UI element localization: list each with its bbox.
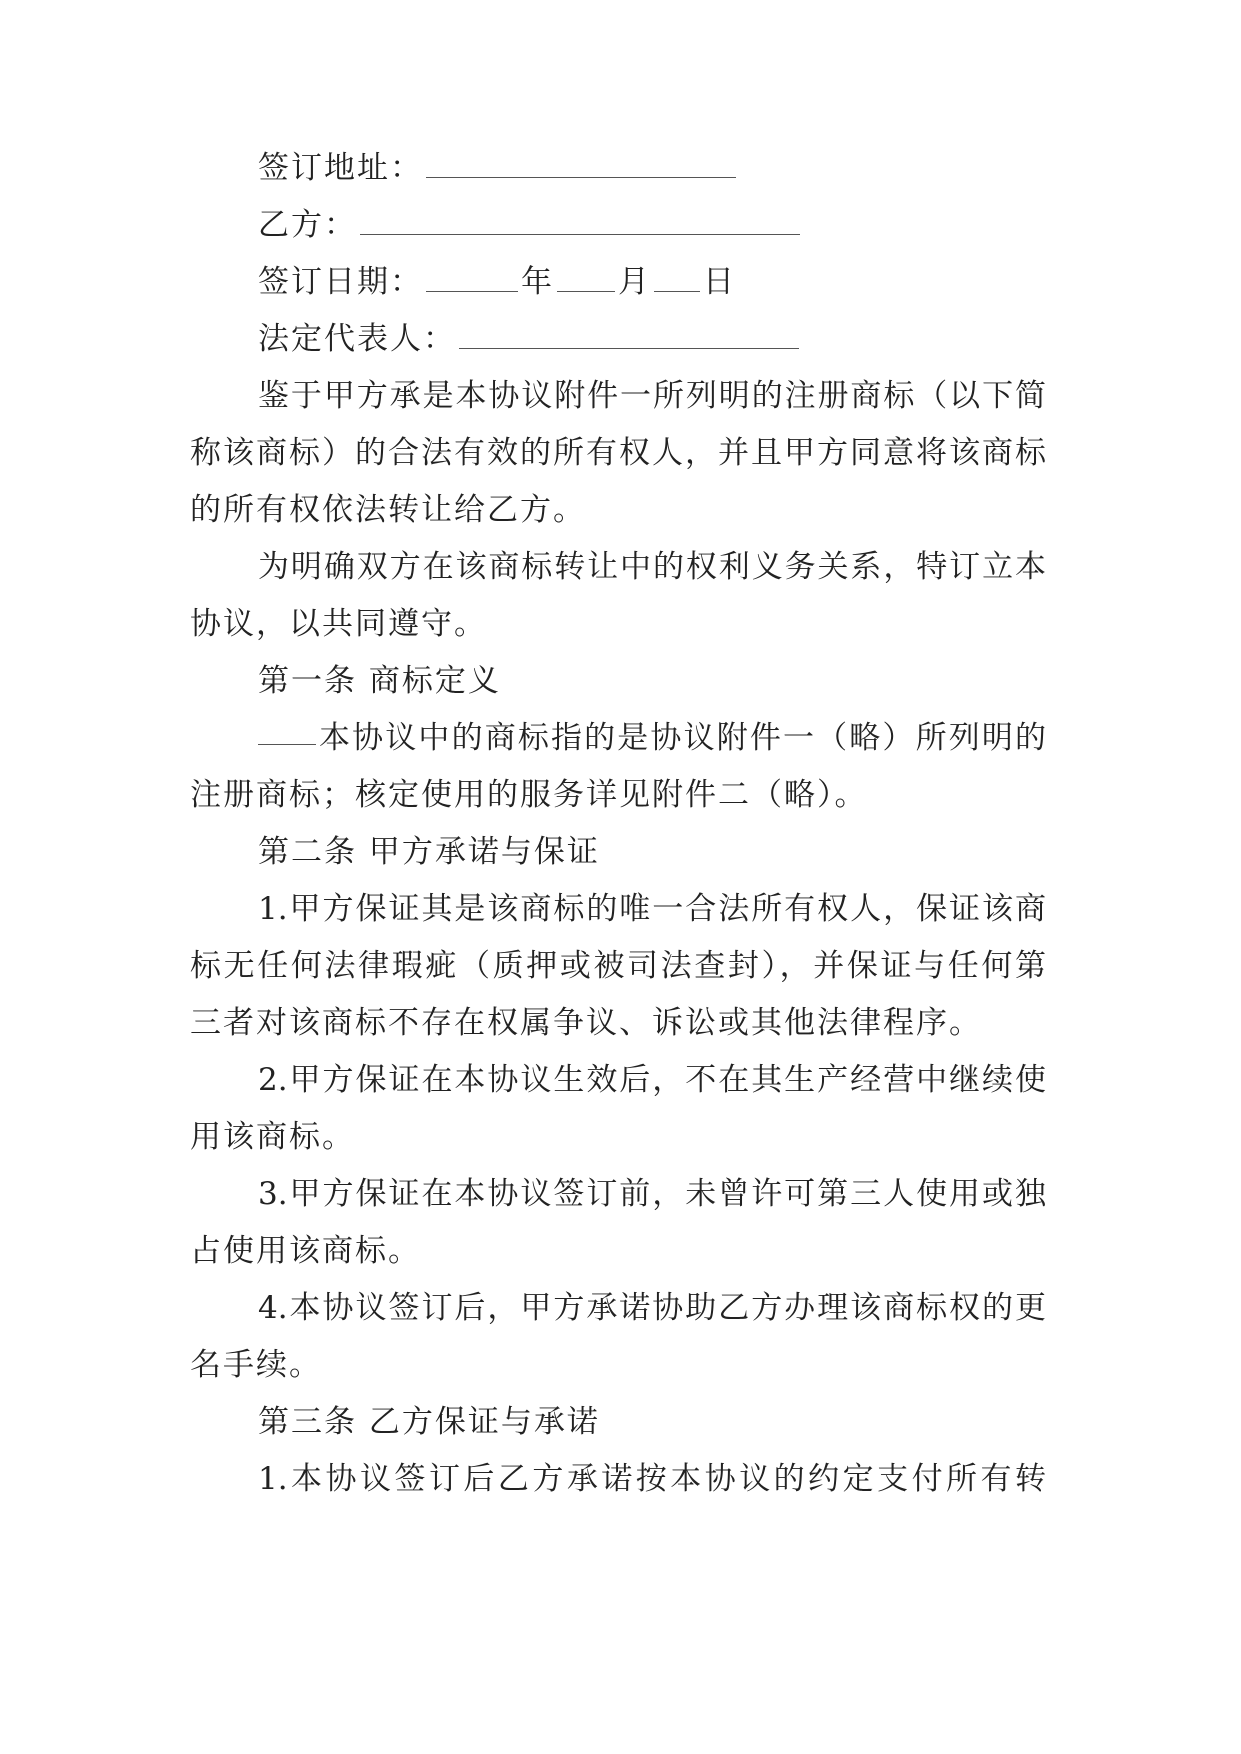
article-1-heading: 第一条 商标定义 (258, 663, 501, 699)
purpose-line-2: 协议，以共同遵守。 (190, 606, 487, 642)
article-2-item-4-text-1: 4.本协议签订后，甲方承诺协助乙方办理该商标权的更 (258, 1290, 1046, 1326)
purpose-text-1: 为明确双方在该商标转让中的权利义务关系，特订立本 (258, 549, 1046, 585)
article-2-item-1-line-1 (258, 889, 1046, 929)
recital-line-3: 的所有权依法转让给乙方。 (190, 492, 586, 528)
article-3-item-1-line-1 (258, 1459, 1046, 1499)
article-2-item-2-text-1: 2.甲方保证在本协议生效后，不在其生产经营中继续使 (258, 1062, 1046, 1098)
article-2-item-2-line-1 (258, 1060, 1046, 1100)
year-label: 年 (521, 264, 554, 300)
signing-address-field (258, 148, 739, 188)
article-2-item-3-text-1: 3.甲方保证在本协议签订前，未曾许可第三人使用或独 (258, 1176, 1046, 1212)
signing-address-label: 签订地址： (258, 150, 423, 186)
article-2-item-1-text-2: 标无任何法律瑕疵（质押或被司法查封），并保证与任何第 (190, 948, 1046, 984)
recital-text-2: 称该商标）的合法有效的所有权人，并且甲方同意将该商标 (190, 435, 1046, 471)
party-b-blank (360, 208, 800, 235)
article-1-line-1 (258, 718, 1046, 758)
article-2-item-1-text-1: 1.甲方保证其是该商标的唯一合法所有权人，保证该商 (258, 891, 1046, 927)
day-label: 日 (703, 264, 736, 300)
article-2-item-3-line-2: 占使用该商标。 (190, 1233, 421, 1269)
legal-rep-field (258, 319, 802, 359)
article-2-item-2-line-2: 用该商标。 (190, 1119, 355, 1155)
recital-line-2 (190, 433, 1046, 473)
party-b-field (258, 205, 803, 245)
article-2-item-1-line-2 (190, 946, 1046, 986)
signing-date-label: 签订日期： (258, 264, 423, 300)
legal-rep-blank (459, 322, 799, 349)
article-2-item-1-line-3: 三者对该商标不存在权属争议、诉讼或其他法律程序。 (190, 1005, 982, 1041)
recital-line-1 (258, 376, 1046, 416)
article-2-item-4-line-1 (258, 1288, 1046, 1328)
month-label: 月 (618, 264, 651, 300)
legal-rep-label: 法定代表人： (258, 321, 456, 357)
day-blank (654, 265, 700, 292)
purpose-line-1 (258, 547, 1046, 587)
signing-address-blank (426, 151, 736, 178)
article-2-item-4-line-2: 名手续。 (190, 1347, 322, 1383)
signing-date-field (258, 262, 736, 302)
article-1-text-1: 本协议中的商标指的是协议附件一（略）所列明的 (319, 720, 1046, 756)
article-1-line-2: 注册商标；核定使用的服务详见附件二（略）。 (190, 777, 868, 813)
year-blank (426, 265, 518, 292)
month-blank (557, 265, 615, 292)
article-3-item-1-text-1: 1.本协议签订后乙方承诺按本协议的约定支付所有转 (258, 1461, 1046, 1497)
recital-text-1: 鉴于甲方承是本协议附件一所列明的注册商标（以下简 (258, 378, 1046, 414)
article-1-blank (258, 718, 316, 745)
article-3-heading: 第三条 乙方保证与承诺 (258, 1404, 600, 1440)
article-2-item-3-line-1 (258, 1174, 1046, 1214)
party-b-label: 乙方： (258, 207, 357, 243)
article-2-heading: 第二条 甲方承诺与保证 (258, 834, 600, 870)
